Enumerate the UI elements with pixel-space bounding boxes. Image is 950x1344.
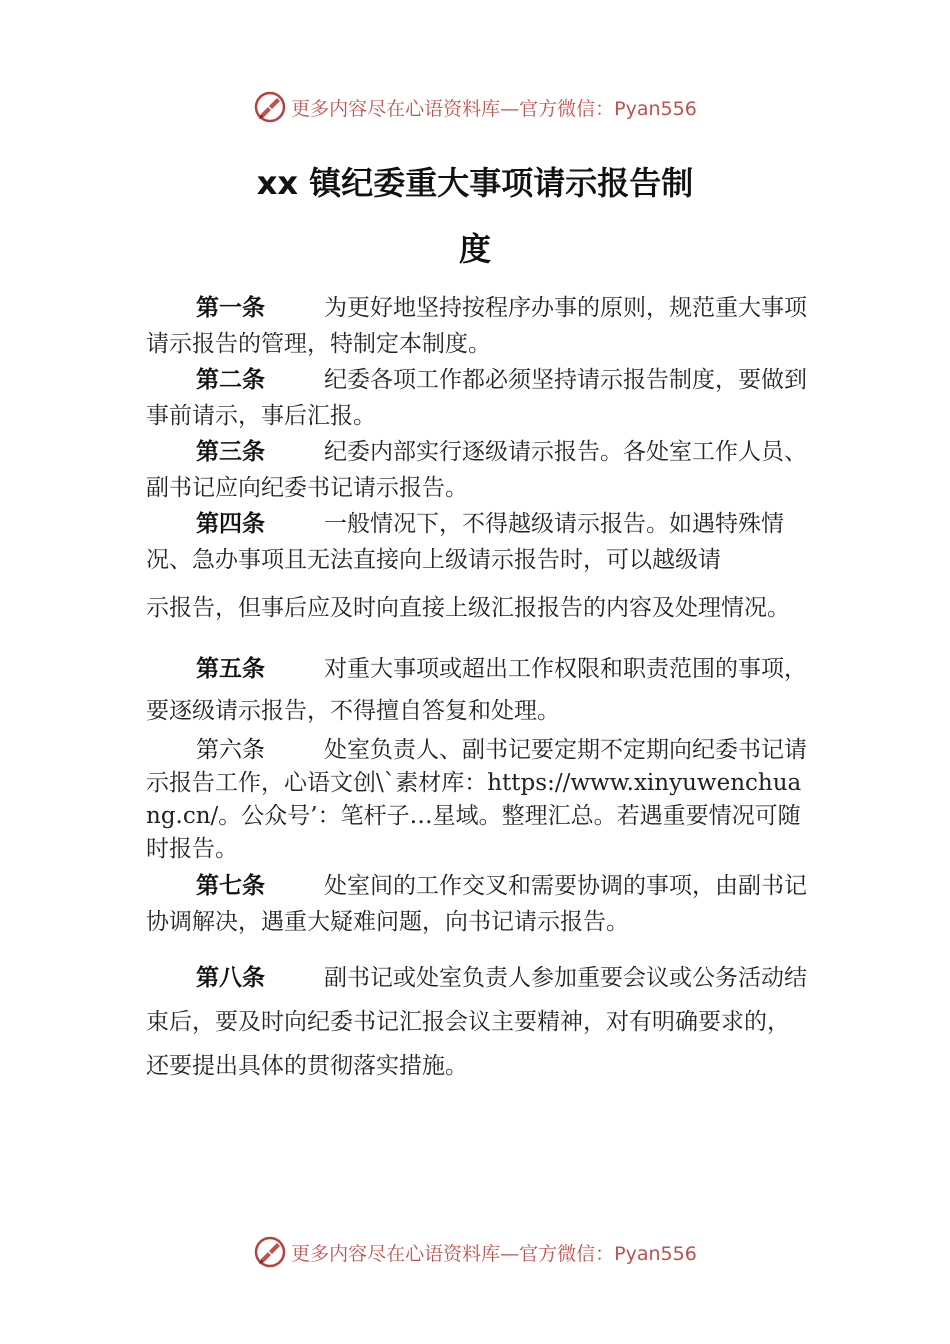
article-text: 一般情况下，不得越级请示报告。如遇特殊情况、急办事项且无法直接向上级请示报告时，可以越级请 <box>146 511 784 573</box>
article-text: 处室间的工作交叉和需要协调的事项，由副书记协调解决，遇重大疑难问题，向书记请示报告。 <box>146 873 807 935</box>
article-text: 示报告，但事后应及时向直接上级汇报报告的内容及处理情况。 <box>146 595 790 621</box>
footer-banner <box>0 1232 950 1272</box>
article-text: 为更好地坚持按程序办事的原则，规范重大事项请示报告的管理，特制定本制度。 <box>146 295 807 357</box>
article-label: 第四条 <box>196 511 265 537</box>
article-1 <box>146 290 810 362</box>
article-2 <box>146 362 810 434</box>
document-title <box>0 150 950 282</box>
article-label: 第一条 <box>196 295 265 321</box>
article-3 <box>146 434 810 506</box>
article-label: 第七条 <box>196 873 265 899</box>
header-banner <box>0 87 950 127</box>
article-label: 第五条 <box>196 656 265 682</box>
article-4 <box>146 506 810 578</box>
article-text: 处室负责人、副书记要定期不定期向纪委书记请示报告工作，心语文创\`素材库：https://www.xinyuwenchuang.cn/。公众号’：笔杆子…星域。整理汇总。若遇重要情况可随时报告。 <box>146 737 807 862</box>
banner-text: 更多内容尽在心语资料库—官方微信：Pyan556 <box>291 97 697 120</box>
article-label: 第八条 <box>196 965 265 991</box>
banner-text: 更多内容尽在心语资料库—官方微信：Pyan556 <box>291 1242 697 1265</box>
article-text: 对重大事项或超出工作权限和职责范围的事项，要逐级请示报告，不得擅自答复和处理。 <box>146 656 807 724</box>
title-line-2: 度 <box>458 230 491 268</box>
pen-logo-icon <box>253 1235 287 1269</box>
pen-logo-icon <box>253 90 287 124</box>
article-label: 第六条 <box>196 737 265 763</box>
title-line-1: xx 镇纪委重大事项请示报告制 <box>256 164 694 202</box>
article-4-continued <box>146 586 810 630</box>
article-text: 纪委内部实行逐级请示报告。各处室工作人员、副书记应向纪委书记请示报告。 <box>146 439 807 501</box>
article-label: 第二条 <box>196 367 265 393</box>
article-6 <box>146 734 810 866</box>
article-text: 纪委各项工作都必须坚持请示报告制度，要做到事前请示，事后汇报。 <box>146 367 807 429</box>
article-7 <box>146 868 810 940</box>
article-8 <box>146 956 810 1088</box>
article-text: 副书记或处室负责人参加重要会议或公务活动结束后，要及时向纪委书记汇报会议主要精神，对有明确要求的，还要提出具体的贯彻落实措施。 <box>146 965 807 1079</box>
document-body <box>146 290 810 1088</box>
article-5 <box>146 648 810 732</box>
article-label: 第三条 <box>196 439 265 465</box>
